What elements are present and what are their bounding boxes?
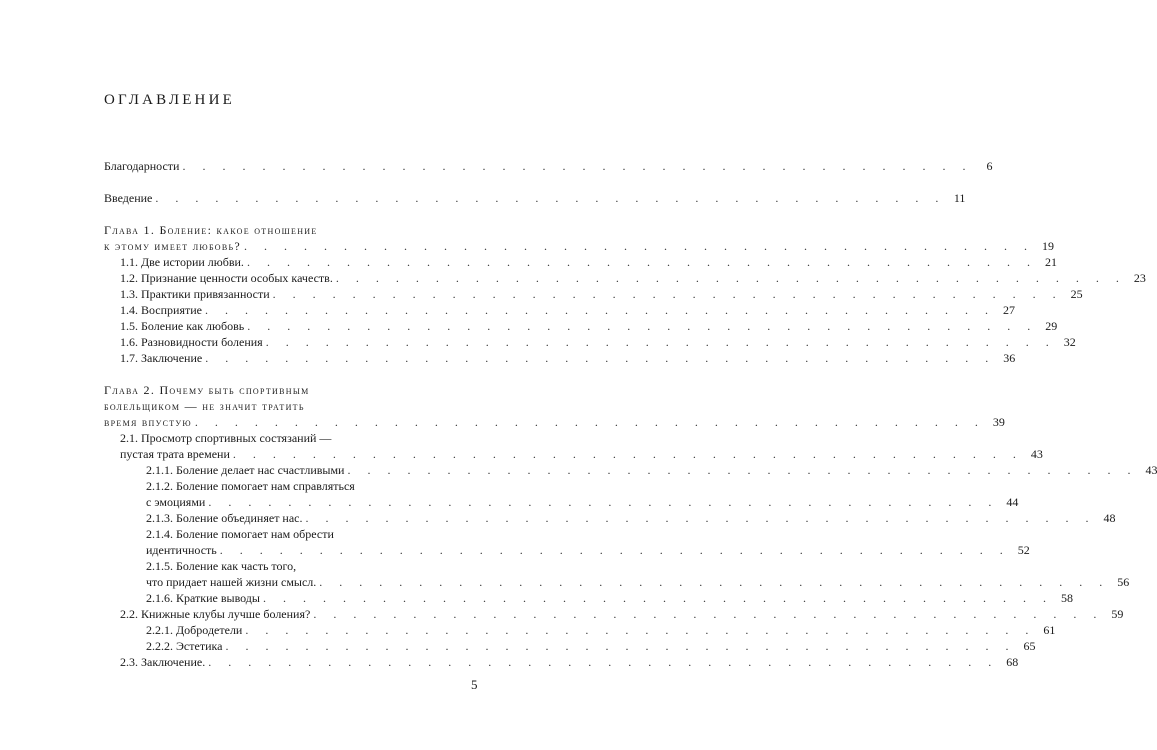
toc-entry-page: 68 [1006, 655, 1019, 669]
toc-chapter-entry [104, 222, 1055, 254]
toc-entry-title: 1.6. Разновидности боления [120, 335, 263, 349]
toc-leader-dots: . . . . . . . . . . . . . . . . . . . . . . . . . . . . . . . . . . . . . . . . [246, 255, 1037, 269]
toc-entry-page: 29 [1045, 319, 1058, 333]
toc-leader-dots: . . . . . . . . . . . . . . . . . . . . . . . . . . . . . . . . . . . . . . . . [319, 575, 1110, 589]
toc-entry-page: 25 [1070, 287, 1083, 301]
toc-entry [104, 654, 1019, 670]
toc-entry-title: 1.1. Две истории любви. [120, 255, 244, 269]
toc-entry-title: болельщиком — не значит тратить [104, 399, 305, 413]
toc-entry [104, 606, 1124, 622]
toc-entry-title: что придает нашей жизни смысл. [146, 575, 317, 589]
toc-entry-title: 2.1.2. Боление помогает нам справляться [146, 479, 355, 493]
toc-leader-dots: . . . . . . . . . . . . . . . . . . . . . . . . . . . . . . . . . . . . . . . . [182, 159, 973, 173]
toc-entry-page: 59 [1111, 607, 1124, 621]
toc-entry [104, 478, 1019, 510]
toc-entry-page: 39 [992, 415, 1005, 429]
toc-entry-page: 52 [1017, 543, 1030, 557]
toc-entry-page: 48 [1103, 511, 1116, 525]
toc-entry [104, 622, 1056, 638]
toc-entry [104, 510, 1116, 526]
toc-entry-title: 2.1.5. Боление как часть того, [146, 559, 297, 573]
toc-entry [104, 350, 1016, 366]
toc-entry [104, 462, 1157, 478]
toc-entry-page: 61 [1043, 623, 1056, 637]
toc-leader-dots: . . . . . . . . . . . . . . . . . . . . . . . . . . . . . . . . . . . . . . . . [155, 191, 946, 205]
toc-entry-page: 65 [1023, 639, 1036, 653]
toc-entry-title: 2.1.3. Боление объединяет нас. [146, 511, 303, 525]
toc-entry [104, 286, 1083, 302]
toc-entry-title: к этому имеет любовь? [104, 239, 242, 253]
toc-entry-title: Благодарности [104, 159, 180, 173]
toc-entry [104, 334, 1076, 350]
toc-entry-title: Глава 1. Боление: какое отношение [104, 223, 318, 237]
toc-entry-title: 1.7. Заключение [120, 351, 203, 365]
toc-entry [104, 158, 993, 174]
toc-entry [104, 526, 1030, 558]
toc-entry-page: 56 [1117, 575, 1130, 589]
page-number: 5 [471, 677, 478, 692]
toc-entry-page: 43 [1030, 447, 1043, 461]
toc-entry-page: 43 [1145, 463, 1157, 477]
toc-leader-dots: . . . . . . . . . . . . . . . . . . . . . . . . . . . . . . . . . . . . . . . . [265, 335, 1056, 349]
toc-entry-title: 1.2. Признание ценности особых качеств. [120, 271, 333, 285]
toc-entry [104, 190, 966, 206]
toc-leader-dots: . . . . . . . . . . . . . . . . . . . . . . . . . . . . . . . . . . . . . . . . [204, 303, 995, 317]
toc-entry [104, 558, 1130, 590]
toc-entry [104, 254, 1057, 270]
toc-leader-dots: . . . . . . . . . . . . . . . . . . . . . . . . . . . . . . . . . . . . . . . . [262, 591, 1053, 605]
toc-entry-title: идентичность [146, 543, 217, 557]
toc-entry [104, 590, 1073, 606]
toc-entry-page: 44 [1006, 495, 1019, 509]
toc-chapter-entry [104, 382, 1005, 430]
toc-leader-dots: . . . . . . . . . . . . . . . . . . . . . . . . . . . . . . . . . . . . . . . . [205, 351, 996, 365]
toc-entry [104, 270, 1146, 286]
toc-leader-dots: . . . . . . . . . . . . . . . . . . . . . . . . . . . . . . . . . . . . . . . . [232, 447, 1023, 461]
toc-leader-dots: . . . . . . . . . . . . . . . . . . . . . . . . . . . . . . . . . . . . . . . . [208, 655, 999, 669]
toc-entry-title: 1.4. Восприятие [120, 303, 202, 317]
toc-leader-dots: . . . . . . . . . . . . . . . . . . . . . . . . . . . . . . . . . . . . . . . . [208, 495, 999, 509]
toc-leader-dots: . . . . . . . . . . . . . . . . . . . . . . . . . . . . . . . . . . . . . . . . [244, 239, 1035, 253]
toc-entry-title: с эмоциями [146, 495, 206, 509]
toc-entry-title: 2.1.4. Боление помогает нам обрести [146, 527, 334, 541]
toc-entry [104, 430, 1043, 462]
toc-entry-title: Введение [104, 191, 153, 205]
toc-entry-page: 21 [1044, 255, 1057, 269]
toc-entry-page: 6 [986, 159, 993, 173]
toc-leader-dots: . . . . . . . . . . . . . . . . . . . . . . . . . . . . . . . . . . . . . . . . [313, 607, 1104, 621]
toc-entry [104, 318, 1058, 334]
toc-entry-page: 27 [1002, 303, 1015, 317]
toc-entry-page: 19 [1042, 239, 1055, 253]
toc-entry-title: Глава 2. Почему быть спортивным [104, 383, 310, 397]
toc-leader-dots: . . . . . . . . . . . . . . . . . . . . . . . . . . . . . . . . . . . . . . . . [335, 271, 1126, 285]
table-of-contents [104, 158, 1157, 670]
toc-entry-title: 1.5. Боление как любовь [120, 319, 245, 333]
toc-leader-dots: . . . . . . . . . . . . . . . . . . . . . . . . . . . . . . . . . . . . . . . . [272, 287, 1063, 301]
toc-heading: ОГЛАВЛЕНИЕ [104, 92, 235, 108]
toc-entry-title: 2.1.1. Боление делает нас счастливыми [146, 463, 345, 477]
toc-entry-page: 36 [1003, 351, 1016, 365]
toc-leader-dots: . . . . . . . . . . . . . . . . . . . . . . . . . . . . . . . . . . . . . . . . [245, 623, 1036, 637]
toc-leader-dots: . . . . . . . . . . . . . . . . . . . . . . . . . . . . . . . . . . . . . . . . [225, 639, 1016, 653]
toc-entry-page: 32 [1063, 335, 1076, 349]
toc-entry-title: 2.2.1. Добродетели [146, 623, 243, 637]
toc-entry-title: 2.1. Просмотр спортивных состязаний — [120, 431, 332, 445]
toc-entry-title: пустая трата времени [120, 447, 230, 461]
toc-entry-title: 1.3. Практики привязанности [120, 287, 270, 301]
toc-entry-page: 23 [1133, 271, 1146, 285]
toc-leader-dots: . . . . . . . . . . . . . . . . . . . . . . . . . . . . . . . . . . . . . . . . [194, 415, 985, 429]
toc-entry [104, 302, 1015, 318]
toc-entry-title: 2.1.6. Краткие выводы [146, 591, 260, 605]
toc-leader-dots: . . . . . . . . . . . . . . . . . . . . . . . . . . . . . . . . . . . . . . . . [219, 543, 1010, 557]
toc-leader-dots: . . . . . . . . . . . . . . . . . . . . . . . . . . . . . . . . . . . . . . . . [347, 463, 1138, 477]
toc-entry-page: 58 [1060, 591, 1073, 605]
toc-entry-title: 2.2. Книжные клубы лучше боления? [120, 607, 311, 621]
toc-entry-title: 2.3. Заключение. [120, 655, 206, 669]
toc-leader-dots: . . . . . . . . . . . . . . . . . . . . . . . . . . . . . . . . . . . . . . . . [305, 511, 1096, 525]
toc-entry-title: 2.2.2. Эстетика [146, 639, 223, 653]
toc-leader-dots: . . . . . . . . . . . . . . . . . . . . . . . . . . . . . . . . . . . . . . . . [247, 319, 1038, 333]
toc-entry-title: время впустую [104, 415, 192, 429]
toc-entry-page: 11 [953, 191, 966, 205]
toc-entry [104, 638, 1036, 654]
